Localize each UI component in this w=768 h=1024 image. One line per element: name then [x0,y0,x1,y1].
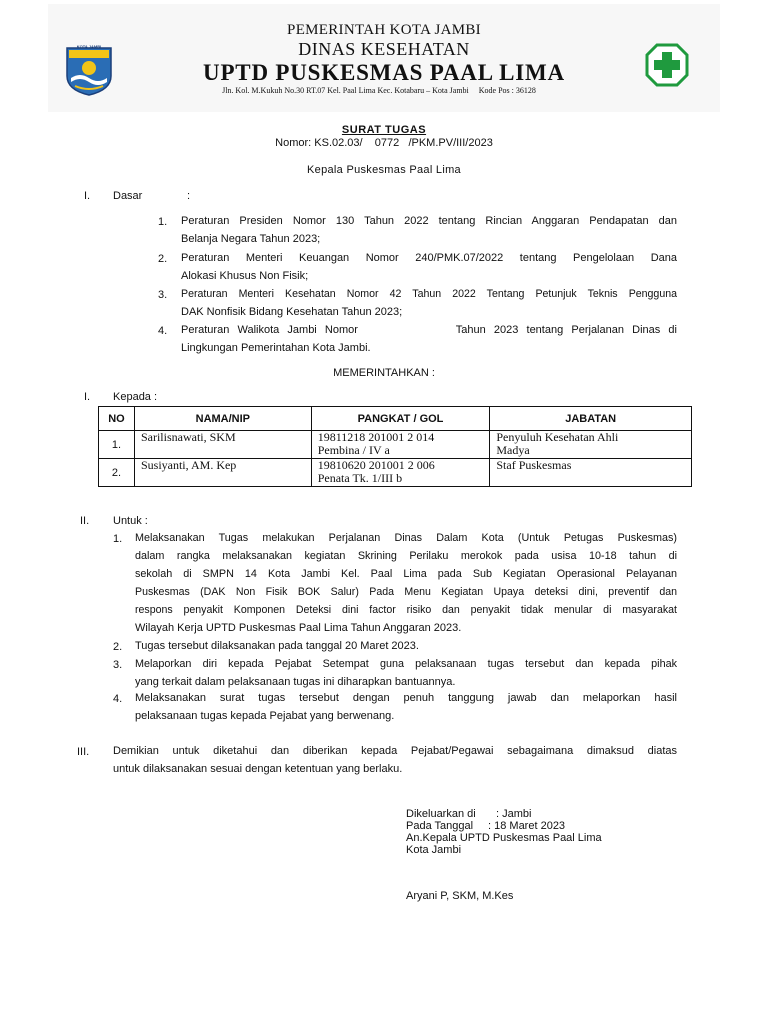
list-item-line: Peraturan Menteri Kesehatan Nomor 42 Tahun 2022 Tentang Petunjuk Teknis Pengguna [181,288,677,300]
letterhead-institution: UPTD PUSKESMAS PAAL LIMA [203,60,565,85]
table-header-cell: JABATAN [490,407,692,431]
list-item-line: pelaksanaan tugas kepada Pejabat yang berwenang. [135,710,395,722]
list-item-line: Alokasi Khusus Non Fisik; [181,270,309,282]
row-jabatan-line: Madya [496,443,530,457]
list-item-line: Melaksanakan Tugas melakukan Perjalanan Dinas Dalam Kota (Untuk Petugas Puskesmas) [135,532,677,544]
list-item [135,655,677,691]
list-item-number: 1. [158,216,168,228]
memerintahkan-heading: MEMERINTAHKAN : [333,367,435,379]
list-item-number: 1. [113,533,123,545]
list-item [135,529,677,637]
issue-date-value: : 18 Maret 2023 [488,820,566,832]
letterhead-department: DINAS KESEHATAN [298,39,470,59]
document-title: SURAT TUGAS [341,124,427,136]
row-pangkat: Penata Tk. 1/III b [317,471,403,485]
list-item [181,285,677,321]
list-item-number: 4. [113,693,123,705]
row-position [490,431,692,459]
row-name: Sarilisnawati, SKM [134,431,311,459]
signatory-name: Aryani P, SKM, M.Kes [406,890,514,902]
list-item-line: Peraturan Walikota Jambi Nomor Tahun 2023 tentang Perjalanan Dinas di [181,324,677,336]
letterhead-address [0,86,768,95]
list-item [181,249,677,285]
list-item [181,321,677,357]
list-item-line: Lingkungan Pemerintahan Kota Jambi. [181,342,371,354]
table-header-cell: NO [99,407,135,431]
list-item-line: Peraturan Menteri Keuangan Nomor 240/PMK.07/2022 tentang Pengelolaan Dana [181,252,677,264]
postcode-text: Kode Pos : 36128 [478,86,536,95]
section-label-dasar: Dasar [113,190,143,202]
row-nip: 19811218 201001 2 014 [317,430,435,444]
table-row [99,431,692,459]
list-item [135,637,677,655]
list-item [181,212,677,248]
list-item-number: 3. [158,289,168,301]
row-number: 1. [99,431,135,459]
list-item-line: Peraturan Presiden Nomor 130 Tahun 2022 tentang Rincian Anggaran Pendapatan dan [181,215,677,227]
row-rank [311,459,490,487]
row-nip: 19810620 201001 2 006 [317,458,435,472]
closing-line: untuk dilaksanakan sesuai dengan ketentuan yang berlaku. [113,763,403,775]
list-item-line: respons penyakit Komponen Deteksi dini factor risiko dan penyakit tidak menular di masyarakat [135,604,677,616]
list-item-line: Puskesmas (DAK Non Fisik BOK Salur) Pada Menu Kegiatan Upaya deteksi dini, preventif dan [135,586,677,598]
row-pangkat: Pembina / IV a [317,443,390,457]
section-numeral-penutup: III. [77,746,90,758]
list-item-line: Melaporkan diri kepada Pejabat Setempat guna pelaksanaan tugas tersebut dan kepada pihak [135,658,677,670]
row-rank [311,431,490,459]
issue-place-value: : Jambi [496,808,532,820]
closing-line: Demikian untuk diketahui dan diberikan kepada Pejabat/Pegawai sebagaimana dimaksud diatas [113,745,677,757]
list-item-line: sekolah di SMPN 14 Kota Jambi Kel. Paal Lima pada Sub Kegiatan Operasional Pelayanan [135,568,677,580]
closing-paragraph [113,742,677,778]
list-item-line: dalam rangka melaksanakan kegiatan Skrining Perilaku merokok pada usisa 10-18 tahun di [135,550,677,562]
list-item-number: 4. [158,325,168,337]
issuer-title: Kepala Puskesmas Paal Lima [307,164,461,176]
table-header-row [99,407,692,431]
table-header-cell: PANGKAT / GOL [311,407,490,431]
emblem-label: KOTA JAMBI [76,44,102,49]
issue-date-label: Pada Tanggal [406,820,474,832]
section-numeral-kepada: I. [84,391,91,403]
section-numeral-untuk: II. [80,515,90,527]
list-item-line: DAK Nonfisik Bidang Kesehatan Tahun 2023; [181,306,403,318]
list-item-number: 2. [158,253,168,265]
issue-place-label: Dikeluarkan di [406,808,476,820]
list-item-number: 2. [113,641,123,653]
assignee-table [98,406,692,487]
list-item-line: Belanja Negara Tahun 2023; [181,233,321,245]
issue-place-row [406,808,706,820]
list-item [135,689,677,725]
letterhead-government: PEMERINTAH KOTA JAMBI [287,22,481,38]
list-item-line: yang terkait dalam pelaksanaan tugas ini diharapkan bantuannya. [135,676,456,688]
address-text: Jln. Kol. M.Kukuh No.30 RT.07 Kel. Paal Lima Kec. Kotabaru – Kota Jambi [222,86,469,95]
section-colon-dasar: : [187,190,191,202]
signature-block [406,808,706,856]
row-position [490,459,692,487]
table-row [99,459,692,487]
section-label-untuk: Untuk : [113,515,148,527]
list-item-line: Wilayah Kerja UPTD Puskesmas Paal Lima Tahun Anggaran 2023. [135,622,462,634]
signatory-city: Kota Jambi [406,844,462,856]
list-item-line: Melaksanakan surat tugas tersebut dengan penuh tanggung jawab dan melaporkan hasil [135,692,677,704]
row-jabatan-line: Staf Puskesmas [496,458,572,472]
row-name: Susiyanti, AM. Kep [134,459,311,487]
on-behalf-line: An.Kepala UPTD Puskesmas Paal Lima [406,832,602,844]
section-numeral-dasar: I. [84,190,91,202]
document-number: Nomor: KS.02.03/ 0772 /PKM.PV/III/2023 [275,137,493,149]
section-label-kepada: Kepada : [113,391,158,403]
row-jabatan-line: Penyuluh Kesehatan Ahli [496,430,619,444]
list-item-number: 3. [113,659,123,671]
list-item-line: Tugas tersebut dilaksanakan pada tanggal 20 Maret 2023. [135,640,419,652]
issue-date-row [406,820,706,832]
table-header-cell: NAMA/NIP [134,407,311,431]
row-number: 2. [99,459,135,487]
